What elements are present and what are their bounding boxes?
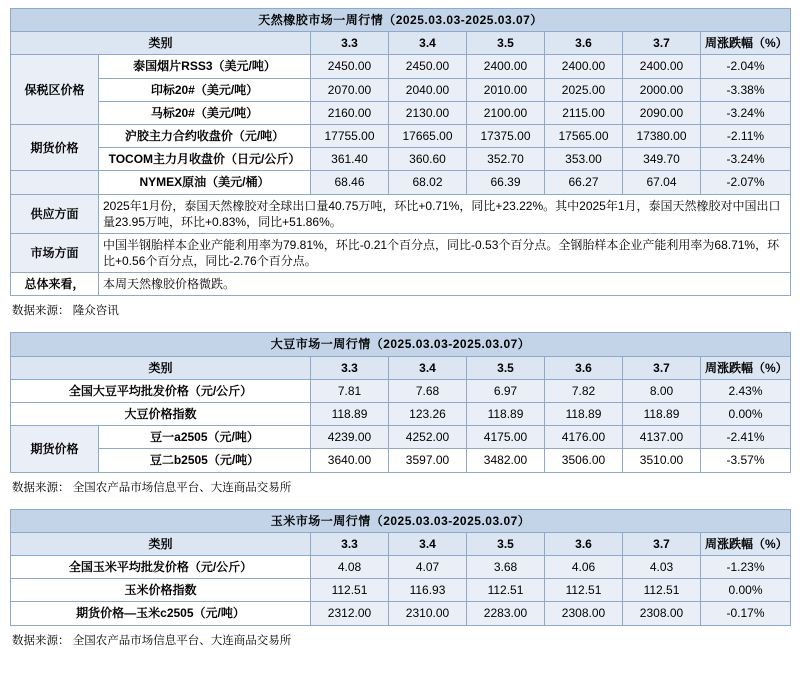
cell-value: 68.46 xyxy=(311,171,389,194)
source-label: 数据来源： xyxy=(12,481,70,494)
column-header-d2: 3.4 xyxy=(389,32,467,55)
row-name: 期货价格—玉米c2505（元/吨） xyxy=(11,602,311,625)
cell-value: 112.51 xyxy=(623,579,701,602)
cell-value: 360.60 xyxy=(389,148,467,171)
corn-table xyxy=(10,509,791,626)
row-name: 马标20#（美元/吨） xyxy=(99,101,311,124)
cell-value: 2090.00 xyxy=(623,101,701,124)
column-header-d3: 3.5 xyxy=(467,356,545,379)
column-header-d4: 3.6 xyxy=(545,32,623,55)
cell-value: 123.26 xyxy=(389,403,467,426)
row-name: 大豆价格指数 xyxy=(11,403,311,426)
cell-value: 118.89 xyxy=(545,403,623,426)
narrative-row-market xyxy=(11,233,791,272)
group-label-futures: 期货价格 xyxy=(11,426,99,472)
column-header-change: 周涨跌幅（%） xyxy=(701,532,791,555)
cell-value: 6.97 xyxy=(467,379,545,402)
table-row xyxy=(11,148,791,171)
cell-change: -1.23% xyxy=(701,555,791,578)
cell-change: 0.00% xyxy=(701,403,791,426)
cell-value: 4239.00 xyxy=(311,426,389,449)
cell-change: -3.57% xyxy=(701,449,791,472)
source-line-corn xyxy=(10,626,790,662)
cell-value: 2000.00 xyxy=(623,78,701,101)
row-name: 豆一a2505（元/吨） xyxy=(99,426,311,449)
narrative-text-market: 中国半钢胎样本企业产能利用率为79.81%，环比-0.21个百分点，同比-0.53个百分点。全钢胎样本企业产能利用率为68.71%，环比+0.56个百分点，同比-2.76个百分点。 xyxy=(99,233,791,272)
table-row xyxy=(11,78,791,101)
cell-value: 17565.00 xyxy=(545,124,623,147)
cell-value: 7.68 xyxy=(389,379,467,402)
cell-value: 4176.00 xyxy=(545,426,623,449)
column-header-category: 类别 xyxy=(11,356,311,379)
table-title-row xyxy=(11,333,791,356)
cell-change: -2.41% xyxy=(701,426,791,449)
cell-change: 2.43% xyxy=(701,379,791,402)
group-label-empty xyxy=(11,171,99,194)
cell-change: -2.11% xyxy=(701,124,791,147)
cell-value: 118.89 xyxy=(467,403,545,426)
table-row xyxy=(11,124,791,147)
table-row xyxy=(11,426,791,449)
section-title: 天然橡胶市场一周行情（2025.03.03-2025.03.07） xyxy=(11,9,791,32)
column-header-d2: 3.4 xyxy=(389,356,467,379)
cell-value: 4137.00 xyxy=(623,426,701,449)
cell-value: 17665.00 xyxy=(389,124,467,147)
narrative-text-supply: 2025年1月份，泰国天然橡胶对全球出口量40.75万吨，环比+0.71%，同比+23.22%。其中2025年1月，泰国天然橡胶对中国出口量23.95万吨，环比+0.83%，同比+51.86%。 xyxy=(99,194,791,233)
table-row xyxy=(11,579,791,602)
cell-value: 2400.00 xyxy=(623,55,701,78)
cell-change: -0.17% xyxy=(701,602,791,625)
column-header-category: 类别 xyxy=(11,32,311,55)
column-header-d2: 3.4 xyxy=(389,532,467,555)
column-header-change: 周涨跌幅（%） xyxy=(701,32,791,55)
cell-change: -3.38% xyxy=(701,78,791,101)
cell-change: -2.07% xyxy=(701,171,791,194)
source-value: 全国农产品市场信息平台、大连商品交易所 xyxy=(72,481,292,494)
table-row xyxy=(11,449,791,472)
source-label: 数据来源： xyxy=(12,634,70,647)
row-name: 全国大豆平均批发价格（元/公斤） xyxy=(11,379,311,402)
summary-row xyxy=(11,273,791,296)
cell-value: 2312.00 xyxy=(311,602,389,625)
cell-value: 3640.00 xyxy=(311,449,389,472)
cell-value: 2070.00 xyxy=(311,78,389,101)
cell-value: 17755.00 xyxy=(311,124,389,147)
column-header-d4: 3.6 xyxy=(545,356,623,379)
group-label-bonded: 保税区价格 xyxy=(11,55,99,125)
section-title: 玉米市场一周行情（2025.03.03-2025.03.07） xyxy=(11,509,791,532)
table-row xyxy=(11,403,791,426)
column-header-change: 周涨跌幅（%） xyxy=(701,356,791,379)
source-value: 全国农产品市场信息平台、大连商品交易所 xyxy=(72,634,292,647)
cell-value: 2160.00 xyxy=(311,101,389,124)
cell-value: 2400.00 xyxy=(545,55,623,78)
row-name: 玉米价格指数 xyxy=(11,579,311,602)
cell-value: 2450.00 xyxy=(311,55,389,78)
cell-value: 361.40 xyxy=(311,148,389,171)
table-row xyxy=(11,555,791,578)
table-row xyxy=(11,379,791,402)
summary-text: 本周天然橡胶价格微跌。 xyxy=(99,273,791,296)
cell-value: 3506.00 xyxy=(545,449,623,472)
cell-value: 17375.00 xyxy=(467,124,545,147)
column-header-d5: 3.7 xyxy=(623,32,701,55)
cell-value: 68.02 xyxy=(389,171,467,194)
row-name: 沪胶主力合约收盘价（元/吨） xyxy=(99,124,311,147)
column-header-category: 类别 xyxy=(11,532,311,555)
table-row xyxy=(11,101,791,124)
cell-value: 3.68 xyxy=(467,555,545,578)
source-value: 隆众咨讯 xyxy=(72,305,119,318)
cell-value: 4252.00 xyxy=(389,426,467,449)
column-header-d3: 3.5 xyxy=(467,532,545,555)
row-name: 豆二b2505（元/吨） xyxy=(99,449,311,472)
narrative-label-supply: 供应方面 xyxy=(11,194,99,233)
cell-change: -3.24% xyxy=(701,101,791,124)
cell-value: 112.51 xyxy=(545,579,623,602)
cell-value: 2010.00 xyxy=(467,78,545,101)
cell-value: 352.70 xyxy=(467,148,545,171)
cell-value: 66.39 xyxy=(467,171,545,194)
row-name: 全国玉米平均批发价格（元/公斤） xyxy=(11,555,311,578)
cell-value: 112.51 xyxy=(311,579,389,602)
cell-value: 2100.00 xyxy=(467,101,545,124)
cell-change: -2.04% xyxy=(701,55,791,78)
cell-change: 0.00% xyxy=(701,579,791,602)
cell-value: 3482.00 xyxy=(467,449,545,472)
cell-value: 118.89 xyxy=(623,403,701,426)
cell-change: -3.24% xyxy=(701,148,791,171)
table-title-row xyxy=(11,509,791,532)
cell-value: 2130.00 xyxy=(389,101,467,124)
source-line-rubber xyxy=(10,296,790,332)
column-header-d1: 3.3 xyxy=(311,32,389,55)
section-title: 大豆市场一周行情（2025.03.03-2025.03.07） xyxy=(11,333,791,356)
cell-value: 2308.00 xyxy=(545,602,623,625)
cell-value: 2283.00 xyxy=(467,602,545,625)
cell-value: 67.04 xyxy=(623,171,701,194)
table-row xyxy=(11,602,791,625)
narrative-row-supply xyxy=(11,194,791,233)
cell-value: 4.06 xyxy=(545,555,623,578)
cell-value: 2115.00 xyxy=(545,101,623,124)
cell-value: 7.82 xyxy=(545,379,623,402)
source-line-soybean xyxy=(10,473,790,509)
group-label-futures: 期货价格 xyxy=(11,124,99,170)
table-row xyxy=(11,55,791,78)
cell-value: 3510.00 xyxy=(623,449,701,472)
table-title-row xyxy=(11,9,791,32)
cell-value: 2400.00 xyxy=(467,55,545,78)
cell-value: 353.00 xyxy=(545,148,623,171)
cell-value: 66.27 xyxy=(545,171,623,194)
column-header-d4: 3.6 xyxy=(545,532,623,555)
column-header-d1: 3.3 xyxy=(311,356,389,379)
cell-value: 112.51 xyxy=(467,579,545,602)
row-name: 泰国烟片RSS3（美元/吨） xyxy=(99,55,311,78)
cell-value: 118.89 xyxy=(311,403,389,426)
cell-value: 2308.00 xyxy=(623,602,701,625)
cell-value: 2025.00 xyxy=(545,78,623,101)
cell-value: 4.07 xyxy=(389,555,467,578)
cell-value: 4175.00 xyxy=(467,426,545,449)
table-row xyxy=(11,171,791,194)
row-name: TOCOM主力月收盘价（日元/公斤） xyxy=(99,148,311,171)
cell-value: 116.93 xyxy=(389,579,467,602)
row-name: 印标20#（美元/吨） xyxy=(99,78,311,101)
column-header-d3: 3.5 xyxy=(467,32,545,55)
cell-value: 4.08 xyxy=(311,555,389,578)
column-header-d1: 3.3 xyxy=(311,532,389,555)
table-header-row xyxy=(11,532,791,555)
cell-value: 2040.00 xyxy=(389,78,467,101)
rubber-table xyxy=(10,8,791,296)
cell-value: 349.70 xyxy=(623,148,701,171)
cell-value: 8.00 xyxy=(623,379,701,402)
cell-value: 4.03 xyxy=(623,555,701,578)
table-header-row xyxy=(11,356,791,379)
table-header-row xyxy=(11,32,791,55)
cell-value: 3597.00 xyxy=(389,449,467,472)
cell-value: 2310.00 xyxy=(389,602,467,625)
cell-value: 17380.00 xyxy=(623,124,701,147)
summary-label: 总体来看， xyxy=(11,273,99,296)
row-name: NYMEX原油（美元/桶） xyxy=(99,171,311,194)
column-header-d5: 3.7 xyxy=(623,532,701,555)
narrative-label-market: 市场方面 xyxy=(11,233,99,272)
soybean-table xyxy=(10,332,791,472)
source-label: 数据来源： xyxy=(12,305,70,318)
cell-value: 2450.00 xyxy=(389,55,467,78)
column-header-d5: 3.7 xyxy=(623,356,701,379)
cell-value: 7.81 xyxy=(311,379,389,402)
